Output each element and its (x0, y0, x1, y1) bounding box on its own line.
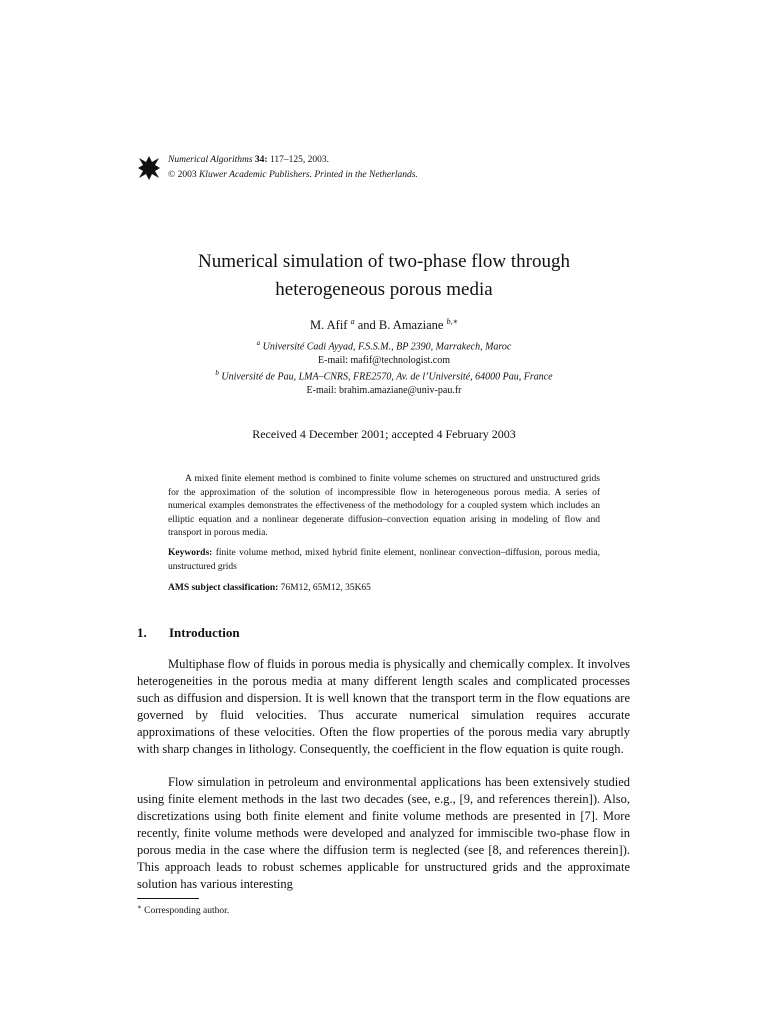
journal-volume: 34: (254, 155, 268, 165)
author-1: M. Afif (309, 318, 348, 333)
author-1-mark: a (350, 317, 355, 326)
section-title: Introduction (169, 625, 240, 640)
footnote-text: Corresponding author. (144, 906, 230, 917)
ams-classification (168, 582, 600, 596)
author-conjunction: and (357, 318, 376, 333)
title-line-1: Numerical simulation of two-phase flow through (197, 251, 570, 272)
received-dates: Received 4 December 2001; accepted 4 February 2003 (252, 427, 516, 441)
author-2-mark: b,∗ (446, 317, 459, 326)
ams-label: AMS subject classification: (168, 583, 279, 593)
author-2: B. Amaziane (378, 318, 444, 333)
affiliation-a-email: E-mail: mafif@technologist.com (318, 355, 450, 367)
publisher-text: Kluwer Academic Publishers. Printed in the Netherlands. (198, 170, 418, 180)
title-line-2: heterogeneous porous media (275, 279, 493, 300)
publisher-logo-icon (137, 155, 161, 181)
copyright-symbol: © (168, 170, 176, 180)
journal-pages-year: 117–125, 2003. (269, 155, 329, 165)
keywords (168, 547, 600, 574)
affiliation-b-institution: Université de Pau, LMA–CNRS, FRE2570, Av. de l’Université, 64000 Pau, France (221, 371, 553, 383)
keywords-text: finite volume method, mixed hybrid finite element, nonlinear convection–diffusion, porous media, unstructured grids (168, 548, 600, 572)
paper-title (0, 248, 768, 304)
section-heading (137, 625, 240, 641)
affiliation-a-institution: Université Cadi Ayyad, F.S.S.M., BP 2390, Marrakech, Maroc (262, 341, 512, 353)
ams-codes: 76M12, 65M12, 35K65 (280, 583, 371, 593)
affiliation-a-mark: a (256, 339, 261, 347)
affiliation-b-mark: b (215, 369, 219, 377)
affiliation-a (0, 336, 768, 368)
copyright-year: 2003 (177, 170, 197, 180)
citation-line (168, 153, 418, 168)
keywords-label: Keywords: (168, 548, 213, 558)
abstract: A mixed finite element method is combined to finite volume schemes on structured and unstructured grids for the approximation of the solution of incompressible flow in heterogeneous porous media. A series of numerical examples demonstrates the effectiveness of the methodology for a coupled system which includes an elliptic equation and a nonlinear degenerate diffusion–convection equation arising in modeling of flow and transport in porous media. (168, 474, 600, 538)
affiliation-b (0, 366, 768, 398)
section-number: 1. (137, 625, 147, 640)
journal-name: Numerical Algorithms (168, 155, 253, 165)
paragraph-1: Multiphase flow of fluids in porous media is physically and chemically complex. It involves heterogeneities in the porous media at many different length scales and complicated processes such as diffusion and dispersion. It is well known that the transport term in the flow equations are governed by fluid velocities. Thus accurate numerical simulation requires accurate approximations of these velocities. Often the flow properties of the porous media vary abruptly with sharp changes in lithology. Consequently, the coefficient in the flow equation is quite rough. (137, 657, 630, 756)
footnote-divider (137, 898, 199, 899)
footnote-mark: ∗ (137, 903, 142, 911)
paragraph-2: Flow simulation in petroleum and environmental applications has been extensively studied using finite element methods in the last two decades (see, e.g., [9, and references therein]). Also, discretizations using both finite element and finite volume methods are presented in [7]. More recently, finite volume methods were developed and analyzed for immiscible two-phase flow in porous media in the case where the diffusion term is neglected (see [8, and references therein]). This approach leads to robust schemes applicable for unstructured grids and the approximate solution has various interesting (137, 775, 630, 891)
footnote (137, 903, 229, 916)
copyright-line (168, 168, 418, 183)
affiliation-b-email: E-mail: brahim.amaziane@univ-pau.fr (306, 385, 462, 397)
author-list (0, 317, 768, 333)
